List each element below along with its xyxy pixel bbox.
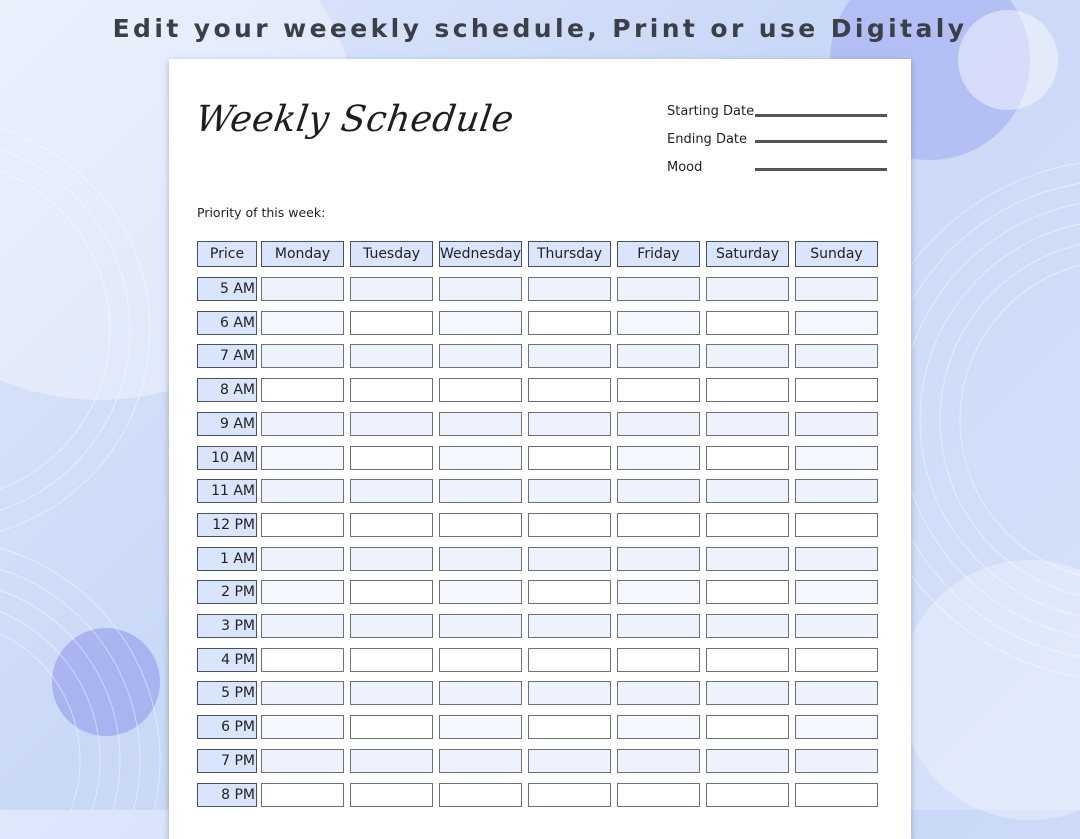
schedule-cell[interactable] [617, 648, 700, 672]
schedule-cell[interactable] [439, 479, 522, 503]
schedule-cell[interactable] [795, 513, 878, 537]
schedule-cell[interactable] [795, 378, 878, 402]
schedule-cell[interactable] [706, 715, 789, 739]
schedule-cell[interactable] [706, 749, 789, 773]
schedule-cell[interactable] [795, 344, 878, 368]
schedule-cell[interactable] [261, 277, 344, 301]
schedule-cell[interactable] [528, 547, 611, 571]
schedule-cell[interactable] [706, 412, 789, 436]
corner-header: Price [197, 241, 257, 267]
starting-date-field[interactable] [755, 114, 887, 117]
schedule-cell[interactable] [439, 580, 522, 604]
schedule-cell[interactable] [261, 513, 344, 537]
mood-field[interactable] [755, 168, 887, 171]
schedule-cell[interactable] [528, 311, 611, 335]
schedule-cell[interactable] [528, 378, 611, 402]
schedule-cell[interactable] [261, 547, 344, 571]
schedule-cell[interactable] [706, 648, 789, 672]
day-header-thursday: Thursday [528, 241, 611, 267]
schedule-cell[interactable] [795, 715, 878, 739]
schedule-cell[interactable] [261, 749, 344, 773]
schedule-cell[interactable] [706, 547, 789, 571]
schedule-cell[interactable] [261, 580, 344, 604]
schedule-cell[interactable] [439, 783, 522, 807]
schedule-cell[interactable] [261, 783, 344, 807]
schedule-cell[interactable] [617, 277, 700, 301]
schedule-cell[interactable] [261, 479, 344, 503]
schedule-cell[interactable] [439, 378, 522, 402]
schedule-cell[interactable] [795, 580, 878, 604]
time-label: 5 PM [197, 681, 257, 705]
schedule-cell[interactable] [261, 648, 344, 672]
schedule-cell[interactable] [617, 580, 700, 604]
time-label: 8 AM [197, 378, 257, 402]
ending-date-field[interactable] [755, 140, 887, 143]
schedule-cell[interactable] [528, 513, 611, 537]
schedule-cell[interactable] [261, 344, 344, 368]
schedule-cell[interactable] [795, 749, 878, 773]
schedule-cell[interactable] [350, 614, 433, 638]
schedule-cell[interactable] [350, 513, 433, 537]
schedule-cell[interactable] [261, 412, 344, 436]
schedule-cell[interactable] [350, 277, 433, 301]
day-header-monday: Monday [261, 241, 344, 267]
time-label: 6 AM [197, 311, 257, 335]
time-label: 7 AM [197, 344, 257, 368]
schedule-cell[interactable] [706, 479, 789, 503]
schedule-cell[interactable] [528, 715, 611, 739]
schedule-cell[interactable] [350, 311, 433, 335]
priority-label: Priority of this week: [197, 205, 326, 220]
schedule-cell[interactable] [795, 614, 878, 638]
schedule-cell[interactable] [795, 446, 878, 470]
schedule-cell[interactable] [350, 580, 433, 604]
day-header-tuesday: Tuesday [350, 241, 433, 267]
schedule-cell[interactable] [528, 783, 611, 807]
schedule-cell[interactable] [795, 547, 878, 571]
schedule-cell[interactable] [617, 479, 700, 503]
schedule-cell[interactable] [350, 783, 433, 807]
schedule-cell[interactable] [706, 344, 789, 368]
schedule-cell[interactable] [439, 277, 522, 301]
ending-date-label: Ending Date [667, 132, 748, 147]
time-label: 3 PM [197, 614, 257, 638]
day-header-saturday: Saturday [706, 241, 789, 267]
schedule-cell[interactable] [439, 614, 522, 638]
schedule-cell[interactable] [795, 783, 878, 807]
schedule-cell[interactable] [350, 715, 433, 739]
time-label: 5 AM [197, 277, 257, 301]
schedule-cell[interactable] [617, 311, 700, 335]
schedule-cell[interactable] [528, 681, 611, 705]
schedule-cell[interactable] [350, 479, 433, 503]
schedule-cell[interactable] [706, 446, 789, 470]
time-label: 11 AM [197, 479, 257, 503]
schedule-cell[interactable] [528, 580, 611, 604]
schedule-cell[interactable] [706, 513, 789, 537]
schedule-cell[interactable] [528, 614, 611, 638]
schedule-cell[interactable] [439, 681, 522, 705]
time-label: 10 AM [197, 446, 257, 470]
schedule-cell[interactable] [350, 681, 433, 705]
schedule-cell[interactable] [350, 648, 433, 672]
schedule-cell[interactable] [439, 547, 522, 571]
schedule-cell[interactable] [528, 446, 611, 470]
schedule-cell[interactable] [261, 378, 344, 402]
schedule-cell[interactable] [261, 446, 344, 470]
schedule-cell[interactable] [617, 344, 700, 368]
banner-heading: Edit your weeekly schedule, Print or use Digitaly [112, 14, 968, 43]
schedule-cell[interactable] [706, 277, 789, 301]
schedule-cell[interactable] [350, 378, 433, 402]
schedule-cell[interactable] [706, 580, 789, 604]
schedule-cell[interactable] [528, 479, 611, 503]
schedule-cell[interactable] [350, 412, 433, 436]
schedule-cell[interactable] [528, 344, 611, 368]
schedule-cell[interactable] [617, 749, 700, 773]
time-label: 12 PM [197, 513, 257, 537]
day-header-wednesday: Wednesday [439, 241, 522, 267]
schedule-cell[interactable] [439, 749, 522, 773]
schedule-cell[interactable] [617, 681, 700, 705]
schedule-cell[interactable] [350, 749, 433, 773]
schedule-cell[interactable] [439, 311, 522, 335]
schedule-cell[interactable] [439, 648, 522, 672]
time-label: 2 PM [197, 580, 257, 604]
day-header-sunday: Sunday [795, 241, 878, 267]
schedule-cell[interactable] [617, 614, 700, 638]
schedule-cell[interactable] [439, 715, 522, 739]
schedule-cell[interactable] [261, 614, 344, 638]
schedule-cell[interactable] [617, 783, 700, 807]
day-header-friday: Friday [617, 241, 700, 267]
time-label: 8 PM [197, 783, 257, 807]
schedule-cell[interactable] [795, 277, 878, 301]
schedule-cell[interactable] [795, 648, 878, 672]
schedule-cell[interactable] [261, 715, 344, 739]
schedule-cell[interactable] [617, 412, 700, 436]
schedule-cell[interactable] [350, 344, 433, 368]
schedule-cell[interactable] [795, 311, 878, 335]
schedule-cell[interactable] [439, 412, 522, 436]
schedule-cell[interactable] [350, 547, 433, 571]
schedule-cell[interactable] [617, 446, 700, 470]
schedule-cell[interactable] [528, 412, 611, 436]
schedule-cell[interactable] [795, 681, 878, 705]
schedule-cell[interactable] [706, 681, 789, 705]
schedule-cell[interactable] [439, 513, 522, 537]
schedule-page [169, 59, 911, 839]
schedule-cell[interactable] [528, 749, 611, 773]
time-label: 7 PM [197, 749, 257, 773]
schedule-cell[interactable] [706, 378, 789, 402]
schedule-cell[interactable] [261, 311, 344, 335]
schedule-cell[interactable] [528, 648, 611, 672]
schedule-cell[interactable] [706, 783, 789, 807]
mood-label: Mood [667, 160, 703, 175]
schedule-cell[interactable] [795, 479, 878, 503]
schedule-cell[interactable] [617, 378, 700, 402]
time-label: 1 AM [197, 547, 257, 571]
schedule-cell[interactable] [795, 412, 878, 436]
schedule-cell[interactable] [439, 344, 522, 368]
time-label: 4 PM [197, 648, 257, 672]
schedule-cell[interactable] [706, 311, 789, 335]
planner-title: Weekly Schedule [193, 99, 517, 140]
schedule-cell[interactable] [706, 614, 789, 638]
schedule-cell[interactable] [617, 715, 700, 739]
schedule-cell[interactable] [617, 513, 700, 537]
schedule-cell[interactable] [350, 446, 433, 470]
time-label: 6 PM [197, 715, 257, 739]
time-label: 9 AM [197, 412, 257, 436]
schedule-cell[interactable] [439, 446, 522, 470]
schedule-cell[interactable] [261, 681, 344, 705]
schedule-cell[interactable] [528, 277, 611, 301]
starting-date-label: Starting Date [667, 104, 755, 119]
schedule-cell[interactable] [617, 547, 700, 571]
